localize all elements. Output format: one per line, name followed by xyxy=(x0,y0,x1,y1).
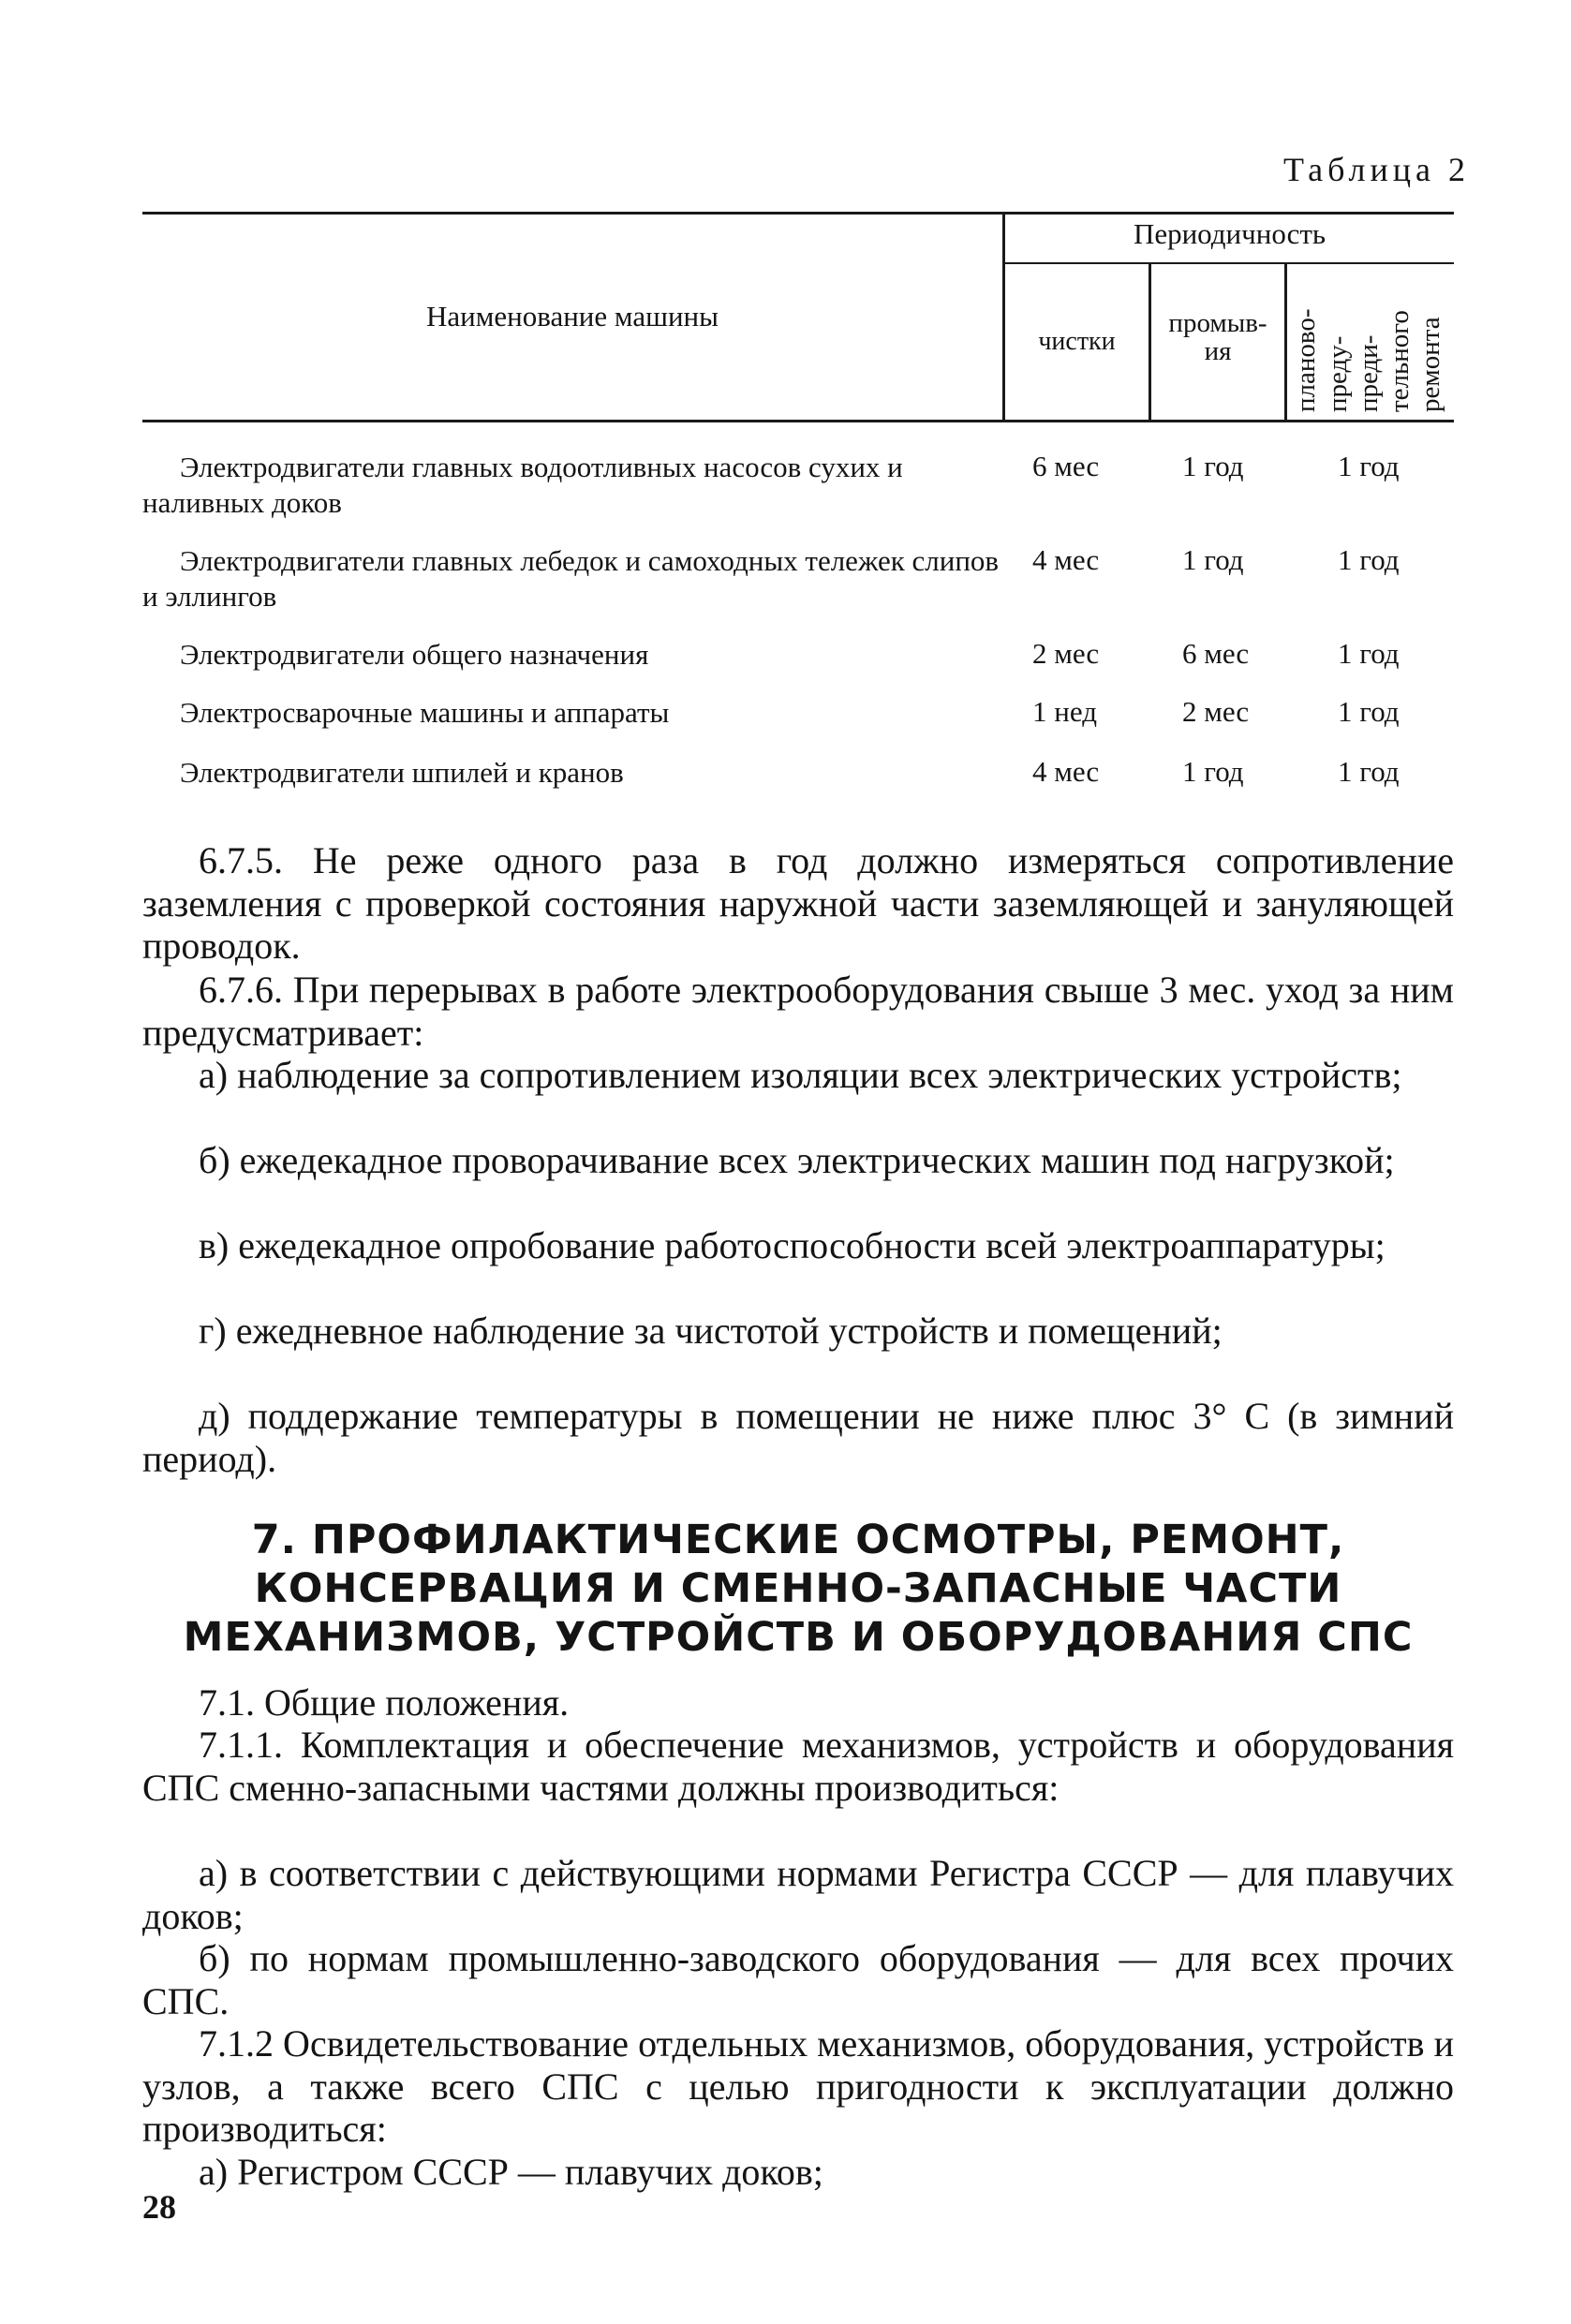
list-item-g: г) ежедневное наблюдение за чистотой устройств и помещений; xyxy=(199,1310,1223,1352)
table-header-bottom-rule xyxy=(142,420,1454,422)
header-periodicity: Периодичность xyxy=(1133,217,1326,250)
row-cleaning: 6 мес xyxy=(1032,450,1100,482)
list-item-v: в) ежедекадное опробование работоспособности всей электроаппаратуры; xyxy=(199,1224,1386,1266)
row-cleaning: 2 мес xyxy=(1032,637,1100,670)
group-divider xyxy=(1005,262,1454,264)
header-repair-line2: преду- xyxy=(1323,335,1353,412)
table-top-rule xyxy=(142,212,1454,215)
paragraph-7-1-1-a: а) в соответствии с действующими нормами Регистра СССР — для плавучих доков; xyxy=(142,1852,1454,1937)
row-machine-name: Электродвигатели шпилей и кранов xyxy=(180,756,624,789)
list-item-d: д) поддержание температуры в помещении не ниже плюс 3° С (в зимний период). xyxy=(142,1395,1454,1480)
paragraph-7-1-2: 7.1.2 Освидетельствование отдельных механизмов, оборудования, устройств и узлов, а также всего СПС с целью пригодности к эксплуатации должно производиться: xyxy=(142,2022,1454,2150)
list-item-b: б) ежедекадное проворачивание всех электрических машин под нагрузкой; xyxy=(199,1139,1395,1181)
paragraph-7-1-1-b: б) по нормам промышленно-заводского оборудования — для всех прочих СПС. xyxy=(142,1937,1454,2022)
header-machine-name: Наименование машины xyxy=(426,300,719,333)
header-washing-line1: промыв- xyxy=(1168,308,1267,338)
page-number: 28 xyxy=(142,2188,176,2226)
row-washing: 1 год xyxy=(1182,543,1244,576)
row-machine-name: Электродвигатели главных лебедок и самоходных тележек слипов и эллингов xyxy=(142,544,1000,613)
header-repair-line1: планово- xyxy=(1291,308,1321,412)
row-repair: 1 год xyxy=(1338,755,1400,788)
row-repair: 1 год xyxy=(1338,543,1400,576)
row-repair: 1 год xyxy=(1338,450,1400,482)
table-caption: Таблица 2 xyxy=(1283,151,1470,188)
row-washing: 1 год xyxy=(1182,755,1244,788)
paragraph-7-1-2-a: а) Регистром СССР — плавучих доков; xyxy=(199,2151,823,2193)
row-repair: 1 год xyxy=(1338,637,1400,670)
row-repair: 1 год xyxy=(1338,695,1400,728)
header-cleaning: чистки xyxy=(1038,327,1116,356)
header-washing xyxy=(1151,309,1284,366)
row-machine-name: Электродвигатели общего назначения xyxy=(180,638,649,671)
row-cleaning: 4 мес xyxy=(1032,755,1100,788)
row-machine-name: Электродвигатели главных водоотливных насосов сухих и наливных доков xyxy=(142,451,903,519)
col-divider-2 xyxy=(1284,264,1287,420)
header-repair-line5: ремонта xyxy=(1415,317,1445,412)
list-item-a: а) наблюдение за сопротивлением изоляции всех электрических устройств; xyxy=(199,1054,1402,1096)
row-cleaning: 1 нед xyxy=(1032,695,1097,728)
header-repair-line4: тельного xyxy=(1385,310,1415,412)
row-washing: 1 год xyxy=(1182,450,1244,482)
paragraph-6-7-6: 6.7.6. При перерывах в работе электрооборудования свыше 3 мес. уход за ним предусматривает: xyxy=(142,969,1454,1054)
paragraph-7-1-1: 7.1.1. Комплектация и обеспечение механизмов, устройств и оборудования СПС сменно-запасными частями должны производиться: xyxy=(142,1724,1454,1809)
section-heading: 7. ПРОФИЛАКТИЧЕСКИЕ ОСМОТРЫ, РЕМОНТ, КОНСЕРВАЦИЯ И СМЕННО-ЗАПАСНЫЕ ЧАСТИ МЕХАНИЗМОВ, УСТРОЙСТВ И ОБОРУДОВАНИЯ СПС xyxy=(183,1517,1414,1661)
paragraph-6-7-5: 6.7.5. Не реже одного раза в год должно измеряться сопротивление заземления с проверкой состояния наружной части заземляющей и зануляющей проводок. xyxy=(142,839,1454,967)
row-washing: 6 мес xyxy=(1182,637,1250,670)
row-cleaning: 4 мес xyxy=(1032,543,1100,576)
row-machine-name: Электросварочные машины и аппараты xyxy=(180,696,670,729)
paragraph-7-1: 7.1. Общие положения. xyxy=(199,1681,570,1724)
header-washing-line2: ия xyxy=(1204,336,1232,367)
row-washing: 2 мес xyxy=(1182,695,1250,728)
header-repair-line3: преди- xyxy=(1354,334,1384,412)
